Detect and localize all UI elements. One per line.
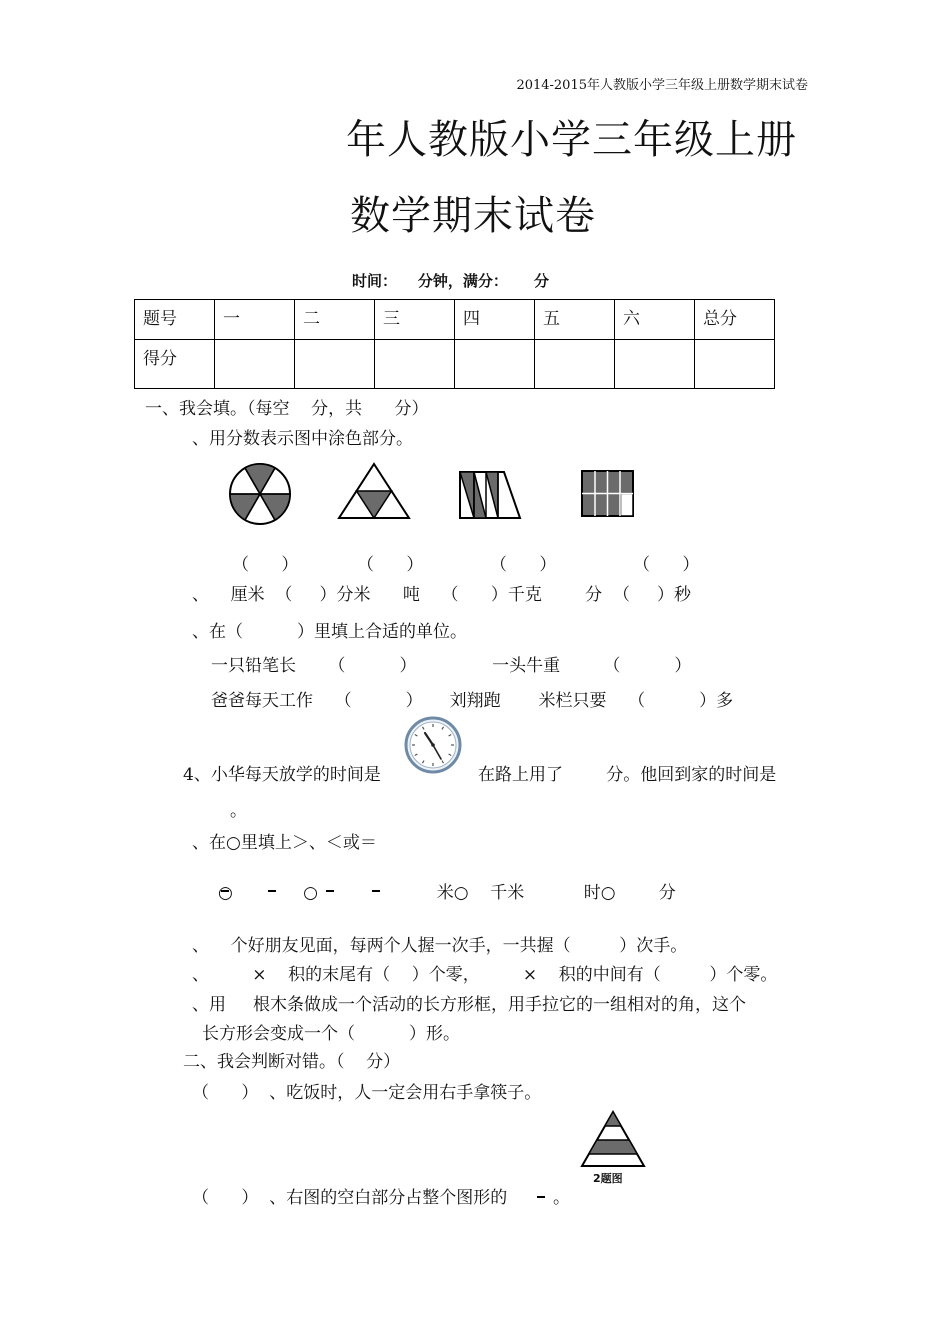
score-cell[interactable] — [615, 340, 695, 389]
score-header-cell: 五 — [535, 300, 615, 340]
score-header-cell: 总分 — [695, 300, 775, 340]
s1-q7-text: 、 × 积的末尾有（ ）个零， × 积的中间有（ ）个零。 — [192, 965, 778, 985]
score-cell[interactable] — [535, 340, 615, 389]
fraction-bar — [372, 890, 380, 892]
s2-q1-text: （ ） 、吃饭时，人一定会用右手拿筷子。 — [192, 1083, 542, 1103]
exam-info: 时间： 分钟，满分： 分 — [352, 272, 550, 290]
s2-q2-tail: 。 — [553, 1188, 570, 1208]
score-header-cell: 三 — [375, 300, 455, 340]
section2-heading: 二、我会判断对错。（ 分） — [183, 1052, 401, 1072]
score-table-score-row — [135, 340, 775, 389]
score-header-cell: 题号 — [135, 300, 215, 340]
fraction-bar — [537, 1196, 545, 1198]
score-cell[interactable] — [215, 340, 295, 389]
s1-q2-text: 、 厘米 （ ）分米 吨 （ ）千克 分 （ ）秒 — [192, 585, 691, 605]
s1-q5-line: ○ ○ 米○ 千米 时○ 分 — [218, 883, 676, 903]
s1-q5-text: 、在○里填上＞、＜或＝ — [192, 833, 377, 853]
score-row-label: 得分 — [135, 340, 215, 389]
running-header: 2014-2015年人教版小学三年级上册数学期末试卷 — [516, 78, 808, 93]
score-cell[interactable] — [695, 340, 775, 389]
s1-q4-text-a: 4、小华每天放学的时间是 — [183, 765, 381, 785]
parallelogram-figure — [458, 470, 522, 520]
section1-heading: 一、我会填。（每空 分，共 分） — [145, 399, 429, 419]
triangle-quarters-figure — [337, 462, 411, 520]
fraction-bar — [326, 890, 334, 892]
score-table — [134, 299, 775, 389]
fraction-answer-blank[interactable]: （ ） — [633, 555, 700, 575]
fraction-answer-blank[interactable]: （ ） — [232, 555, 299, 575]
s1-q1-text: 、用分数表示图中涂色部分。 — [192, 429, 413, 449]
s1-q6-text: 、 个好朋友见面，每两个人握一次手，一共握（ ）次手。 — [192, 936, 688, 956]
s2-q2-text: （ ） 、右图的空白部分占整个图形的 — [192, 1188, 508, 1208]
s1-q3-text: 、在（ ）里填上合适的单位。 — [192, 622, 468, 642]
figure-caption: 2题图 — [593, 1172, 623, 1185]
s1-q4-text-c: 。 — [230, 801, 247, 821]
layered-triangle-figure — [580, 1110, 646, 1168]
score-header-cell: 四 — [455, 300, 535, 340]
grid-rectangle-figure — [581, 470, 635, 518]
fraction-answer-blank[interactable]: （ ） — [357, 555, 424, 575]
score-cell[interactable] — [295, 340, 375, 389]
score-cell[interactable] — [375, 340, 455, 389]
score-cell[interactable] — [455, 340, 535, 389]
s1-q3-line1: 一只铅笔长 （ ） 一头牛重 （ ） — [211, 656, 692, 676]
page-title-line2: 数学期末试卷 — [350, 193, 596, 239]
score-table-header-row — [135, 300, 775, 340]
clock-icon — [404, 716, 462, 774]
score-header-cell: 二 — [295, 300, 375, 340]
fraction-bar — [268, 890, 276, 892]
s1-q4-text-b: 在路上用了 分。他回到家的时间是 — [478, 765, 777, 785]
s1-q3-line2: 爸爸每天工作 （ ） 刘翔跑 米栏只要 （ ）多 — [211, 691, 734, 711]
page-title-line1: 年人教版小学三年级上册 — [346, 117, 797, 163]
s1-q8-text-a: 、用 根木条做成一个活动的长方形框，用手拉它的一组相对的角，这个 — [192, 995, 747, 1015]
fraction-answer-blank[interactable]: （ ） — [490, 555, 557, 575]
score-header-cell: 一 — [215, 300, 295, 340]
s1-q8-text-b: 长方形会变成一个（ ）形。 — [202, 1024, 461, 1044]
score-header-cell: 六 — [615, 300, 695, 340]
circle-sixths-figure — [228, 462, 292, 526]
fraction-bar — [221, 890, 229, 892]
